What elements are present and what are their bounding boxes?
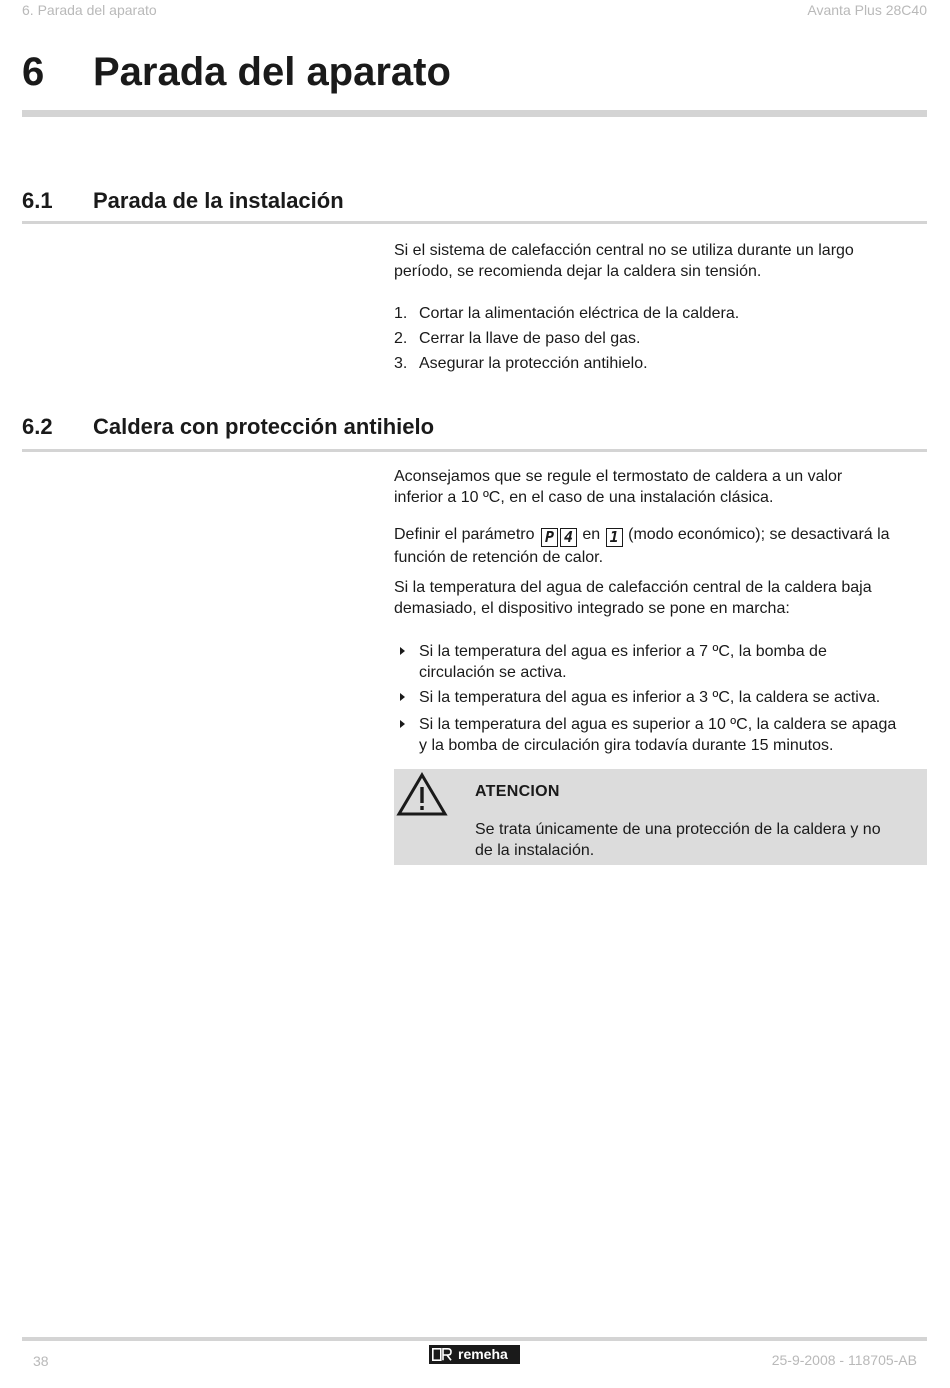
logo-mark-icon (432, 1348, 452, 1361)
footer-rule (22, 1337, 927, 1341)
display-digit-1: 1 (606, 528, 623, 547)
section-heading-6-1 (22, 188, 922, 216)
warning-box (394, 769, 927, 865)
chapter-rule (22, 110, 927, 117)
document-reference: 25-9-2008 - 118705-AB (771, 1352, 917, 1368)
warning-triangle-icon (396, 772, 448, 818)
bullet-arrow-icon (400, 720, 405, 728)
step-number: 2. (394, 330, 408, 347)
section2-paragraph-3 (394, 577, 929, 619)
section1-intro (394, 240, 929, 282)
chapter-number: 6 (22, 50, 45, 94)
section-number: 6.1 (22, 188, 53, 213)
running-header-product: Avanta Plus 28C40 (807, 2, 927, 18)
step-text: Asegurar la protección antihielo. (419, 355, 648, 372)
bullet-line: circulación se activa. (419, 664, 567, 681)
section-number: 6.2 (22, 414, 53, 439)
warning-line: de la instalación. (475, 842, 595, 859)
step-number: 1. (394, 305, 408, 322)
bullet-arrow-icon (400, 693, 405, 701)
bullet-text (419, 714, 929, 756)
paragraph-text: en (582, 526, 601, 543)
logo-text: remeha (458, 1346, 508, 1362)
paragraph-line: demasiado, el dispositivo integrado se pone en marcha: (394, 600, 790, 617)
brand-logo (429, 1345, 520, 1364)
section-rule-6-1 (22, 221, 927, 224)
chapter-title: Parada del aparato (93, 50, 451, 94)
bullet-text (419, 687, 929, 708)
bullet-arrow-icon (400, 647, 405, 655)
intro-line: Si el sistema de calefacción central no se utiliza durante un largo (394, 242, 854, 259)
step-text: Cortar la alimentación eléctrica de la caldera. (419, 305, 740, 322)
paragraph-text: Definir el parámetro (394, 526, 535, 543)
bullet-text (419, 641, 929, 683)
display-digit-4: 4 (560, 528, 577, 547)
bullet-line: Si la temperatura del agua es superior a 10 ºC, la caldera se apaga (419, 716, 897, 733)
section-rule-6-2 (22, 449, 927, 452)
step-number: 3. (394, 355, 408, 372)
running-header-section: 6. Parada del aparato (22, 2, 157, 18)
section2-paragraph-2 (394, 524, 929, 568)
chapter-heading (22, 50, 922, 100)
warning-title: ATENCION (475, 783, 560, 800)
paragraph-line: Si la temperatura del agua de calefacción central de la caldera baja (394, 579, 872, 596)
paragraph-line: inferior a 10 ºC, en el caso de una instalación clásica. (394, 489, 774, 506)
display-digit-p: P (541, 528, 558, 547)
section-title: Caldera con protección antihielo (93, 414, 435, 439)
paragraph-line: Aconsejamos que se regule el termostato de caldera a un valor (394, 468, 843, 485)
paragraph-text: (modo económico); se desactivará la (628, 526, 890, 543)
section-title: Parada de la instalación (93, 188, 344, 213)
warning-line: Se trata únicamente de una protección de la caldera y no (475, 821, 881, 838)
page-number: 38 (33, 1353, 49, 1369)
step-text: Cerrar la llave de paso del gas. (419, 330, 641, 347)
paragraph-line (394, 524, 929, 547)
section-heading-6-2 (22, 414, 922, 442)
paragraph-line: función de retención de calor. (394, 549, 604, 566)
bullet-line: Si la temperatura del agua es inferior a 3 ºC, la caldera se activa. (419, 689, 881, 706)
warning-text (475, 819, 925, 861)
bullet-line: Si la temperatura del agua es inferior a 7 ºC, la bomba de (419, 643, 827, 660)
intro-line: período, se recomienda dejar la caldera sin tensión. (394, 263, 762, 280)
bullet-line: y la bomba de circulación gira todavía durante 15 minutos. (419, 737, 834, 754)
section2-paragraph-1 (394, 466, 929, 508)
